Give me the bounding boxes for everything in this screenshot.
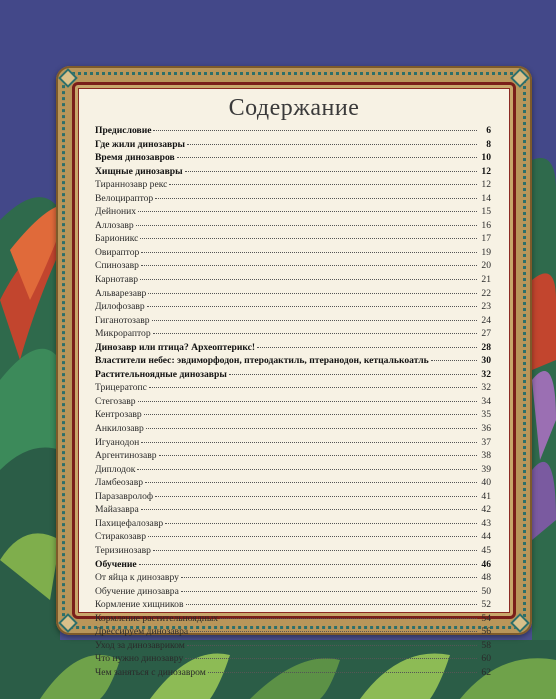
toc-entry bbox=[95, 599, 491, 613]
toc-leader-dots bbox=[187, 144, 477, 145]
toc-entry-label: Ламбеозавр bbox=[95, 477, 144, 489]
toc-entry bbox=[95, 559, 491, 573]
toc-leader-dots bbox=[141, 252, 477, 253]
toc-entry bbox=[95, 667, 491, 681]
toc-entry bbox=[95, 653, 491, 667]
toc-entry bbox=[95, 572, 491, 586]
toc-leader-dots bbox=[190, 631, 477, 632]
toc-entry-label: Кормление хищников bbox=[95, 599, 184, 611]
toc-entry bbox=[95, 369, 491, 383]
toc-leader-dots bbox=[144, 414, 477, 415]
toc-leader-dots bbox=[145, 482, 477, 483]
toc-entry bbox=[95, 450, 491, 464]
toc-entry-page: 32 bbox=[481, 368, 491, 380]
toc-entry-label: Динозавр или птица? Археоптерикс! bbox=[95, 341, 256, 353]
toc-entry bbox=[95, 315, 491, 329]
toc-leader-dots bbox=[148, 536, 477, 537]
toc-leader-dots bbox=[153, 333, 477, 334]
toc-entry bbox=[95, 464, 491, 478]
toc-entry-label: Трицератопс bbox=[95, 382, 147, 394]
toc-entry-page: 44 bbox=[481, 531, 491, 543]
toc-entry-page: 34 bbox=[481, 395, 491, 407]
toc-entry-page: 46 bbox=[481, 558, 491, 570]
toc-leader-dots bbox=[138, 211, 477, 212]
toc-entry-page: 22 bbox=[481, 287, 491, 299]
toc-entry bbox=[95, 545, 491, 559]
toc-entry-label: Теризинозавр bbox=[95, 544, 151, 556]
toc-leader-dots bbox=[229, 374, 477, 375]
toc-entry-label: Диплодок bbox=[95, 463, 136, 475]
toc-entry-page: 42 bbox=[481, 504, 491, 516]
toc-entry bbox=[95, 247, 491, 261]
toc-leader-dots bbox=[149, 387, 477, 388]
toc-entry-label: Уход за динозавриком bbox=[95, 639, 185, 651]
toc-entry-page: 56 bbox=[481, 626, 491, 638]
toc-entry-page: 19 bbox=[481, 246, 491, 258]
toc-entry-label: Дилофозавр bbox=[95, 301, 145, 313]
toc-entry-label: Хищные динозавры bbox=[95, 165, 183, 177]
toc-entry bbox=[95, 409, 491, 423]
toc-entry-label: Тираннозавр рекс bbox=[95, 179, 168, 191]
toc-entry-label: Альварезавр bbox=[95, 287, 147, 299]
toc-leader-dots bbox=[185, 658, 477, 659]
toc-entry-page: 38 bbox=[481, 450, 491, 462]
toc-entry bbox=[95, 355, 491, 369]
toc-leader-dots bbox=[153, 550, 477, 551]
toc-entry-page: 24 bbox=[481, 314, 491, 326]
toc-entry-page: 20 bbox=[481, 260, 491, 272]
toc-entry-page: 14 bbox=[481, 192, 491, 204]
toc-entry bbox=[95, 139, 491, 153]
toc-entry-page: 32 bbox=[481, 382, 491, 394]
toc-entry-page: 28 bbox=[481, 341, 491, 353]
toc-leader-dots bbox=[181, 577, 477, 578]
toc-entry-page: 48 bbox=[481, 572, 491, 584]
toc-entry-label: Властители небес: эвдиморфодон, птеродактиль, птеранодон, кетцалькоатль bbox=[95, 355, 429, 367]
toc-leader-dots bbox=[136, 225, 477, 226]
toc-leader-dots bbox=[159, 455, 477, 456]
toc-entry bbox=[95, 152, 491, 166]
toc-leader-dots bbox=[220, 618, 477, 619]
toc-entry-page: 43 bbox=[481, 517, 491, 529]
toc-entry bbox=[95, 477, 491, 491]
toc-entry bbox=[95, 260, 491, 274]
toc-entry bbox=[95, 125, 491, 139]
toc-entry bbox=[95, 504, 491, 518]
toc-entry-label: Спинозавр bbox=[95, 260, 139, 272]
toc-entry-label: Гиганотозавр bbox=[95, 314, 150, 326]
toc-entry-label: Что нужно динозавру bbox=[95, 653, 184, 665]
toc-entry bbox=[95, 301, 491, 315]
toc-leader-dots bbox=[140, 279, 477, 280]
toc-entry-label: Предисловие bbox=[95, 125, 152, 136]
toc-entry-page: 54 bbox=[481, 612, 491, 624]
toc-leader-dots bbox=[169, 184, 477, 185]
toc-leader-dots bbox=[177, 157, 477, 158]
toc-entry-page: 52 bbox=[481, 599, 491, 611]
toc-entry bbox=[95, 491, 491, 505]
toc-entry-page: 50 bbox=[481, 585, 491, 597]
toc-entry bbox=[95, 586, 491, 600]
toc-entry-label: Пахицефалозавр bbox=[95, 517, 164, 529]
toc-entry bbox=[95, 179, 491, 193]
toc-entry-label: Чем заняться с динозавром bbox=[95, 666, 206, 678]
toc-entry bbox=[95, 288, 491, 302]
toc-entry-page: 35 bbox=[481, 409, 491, 421]
toc-entry-label: Растительноядные динозавры bbox=[95, 368, 227, 380]
toc-leader-dots bbox=[155, 198, 477, 199]
toc-leader-dots bbox=[181, 591, 477, 592]
toc-entry-label: От яйца к динозавру bbox=[95, 572, 179, 584]
toc-entry-label: Анкилозавр bbox=[95, 423, 144, 435]
page-title: Содержание bbox=[228, 95, 360, 121]
toc-entry-page: 21 bbox=[481, 274, 491, 286]
toc-entry-label: Дрессируем динозавра bbox=[95, 626, 189, 638]
toc-entry-label: Паразавролоф bbox=[95, 490, 154, 502]
toc-entry-label: Обучение динозавра bbox=[95, 585, 179, 597]
toc-leader-dots bbox=[152, 320, 477, 321]
toc-leader-dots bbox=[257, 347, 477, 348]
toc-entry-label: Обучение bbox=[95, 558, 137, 570]
toc-entry-label: Аргентинозавр bbox=[95, 450, 157, 462]
toc-entry-label: Стиракозавр bbox=[95, 531, 146, 543]
toc-leader-dots bbox=[146, 428, 477, 429]
toc-entry-label: Дейноних bbox=[95, 206, 137, 218]
toc-leader-dots bbox=[141, 509, 477, 510]
toc-entry bbox=[95, 382, 491, 396]
toc-entry-label: Кентрозавр bbox=[95, 409, 142, 421]
toc-leader-dots bbox=[148, 293, 477, 294]
toc-entry bbox=[95, 613, 491, 627]
toc-entry-label: Овираптор bbox=[95, 246, 140, 258]
toc-entry bbox=[95, 220, 491, 234]
toc-leader-dots bbox=[153, 130, 477, 131]
toc-entry-page: 62 bbox=[481, 666, 491, 678]
toc-entry bbox=[95, 640, 491, 654]
toc-entry-page: 27 bbox=[481, 328, 491, 340]
toc-entry-page: 15 bbox=[481, 206, 491, 218]
toc-leader-dots bbox=[208, 672, 477, 673]
toc-leader-dots bbox=[186, 604, 478, 605]
toc-entry bbox=[95, 193, 491, 207]
toc-entry-page: 10 bbox=[481, 152, 491, 164]
toc-entry-page: 39 bbox=[481, 463, 491, 475]
toc-leader-dots bbox=[141, 265, 477, 266]
toc-entry bbox=[95, 328, 491, 342]
toc-entry-page: 45 bbox=[481, 544, 491, 556]
toc-entry bbox=[95, 233, 491, 247]
toc-leader-dots bbox=[147, 306, 477, 307]
toc-entry-label: Кормление растительноядных bbox=[95, 612, 219, 624]
contents-page bbox=[78, 88, 510, 678]
table-of-contents bbox=[95, 125, 491, 680]
toc-leader-dots bbox=[155, 496, 477, 497]
toc-entry-page: 36 bbox=[481, 423, 491, 435]
toc-entry-label: Стегозавр bbox=[95, 395, 136, 407]
toc-leader-dots bbox=[138, 401, 477, 402]
toc-leader-dots bbox=[431, 360, 477, 361]
toc-entry-page: 16 bbox=[481, 219, 491, 231]
toc-entry bbox=[95, 518, 491, 532]
toc-entry-page: 6 bbox=[486, 125, 491, 136]
toc-entry bbox=[95, 342, 491, 356]
toc-leader-dots bbox=[165, 523, 477, 524]
toc-entry bbox=[95, 396, 491, 410]
toc-entry bbox=[95, 166, 491, 180]
toc-entry-label: Велоцираптор bbox=[95, 192, 154, 204]
toc-entry-label: Барионикс bbox=[95, 233, 139, 245]
toc-entry bbox=[95, 274, 491, 288]
toc-entry-label: Где жили динозавры bbox=[95, 138, 186, 150]
toc-entry-page: 23 bbox=[481, 301, 491, 313]
toc-entry-page: 37 bbox=[481, 436, 491, 448]
toc-entry-label: Игуанодон bbox=[95, 436, 140, 448]
toc-entry-page: 58 bbox=[481, 639, 491, 651]
toc-entry bbox=[95, 423, 491, 437]
toc-entry-page: 41 bbox=[481, 490, 491, 502]
toc-leader-dots bbox=[137, 469, 477, 470]
toc-leader-dots bbox=[140, 238, 477, 239]
toc-leader-dots bbox=[185, 171, 477, 172]
toc-leader-dots bbox=[139, 564, 477, 565]
toc-entry bbox=[95, 206, 491, 220]
toc-entry-page: 12 bbox=[481, 179, 491, 191]
toc-entry-page: 30 bbox=[481, 355, 491, 367]
toc-leader-dots bbox=[187, 645, 477, 646]
toc-entry-label: Карнотавр bbox=[95, 274, 139, 286]
toc-entry-page: 17 bbox=[481, 233, 491, 245]
toc-leader-dots bbox=[141, 442, 477, 443]
toc-entry-page: 12 bbox=[481, 165, 491, 177]
toc-entry-page: 60 bbox=[481, 653, 491, 665]
toc-entry-page: 8 bbox=[486, 138, 491, 150]
toc-entry-page: 40 bbox=[481, 477, 491, 489]
toc-entry bbox=[95, 437, 491, 451]
toc-entry bbox=[95, 531, 491, 545]
toc-entry-label: Аллозавр bbox=[95, 219, 134, 231]
toc-entry-label: Майазавра bbox=[95, 504, 139, 516]
toc-entry-label: Время динозавров bbox=[95, 152, 175, 164]
toc-entry-label: Микрораптор bbox=[95, 328, 151, 340]
toc-entry bbox=[95, 626, 491, 640]
